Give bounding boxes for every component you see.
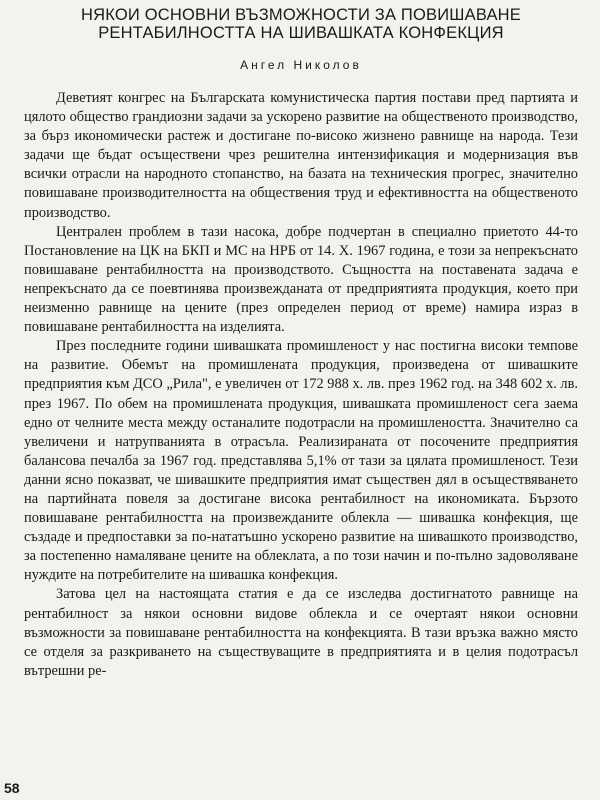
paragraph: Затова цел на настоящата статия е да се изследва достигнатото равнище на рентабилност за някои основни видове облекла и се очертаят някои основни възможности за повишаване рентабилността на конфекцията. В тази връзка важно място се отделя за разкриването на съществуващите в предприятията и в целия подотрасъл вътрешни ре-	[24, 586, 578, 679]
article-author: Ангел Николов	[240, 58, 362, 72]
paragraph: Деветият конгрес на Българската комунистическа партия постави пред партията и цялото общество грандиозни задачи за ускорено развитие на общественото производство, за бърз икономически растеж и достигане по-високо жизнено равнище на народа. Тези задачи ще бъдат осъществени чрез решителна интензификация и модернизация във всички отрасли на народното стопанство, на базата на техническия прогрес, значително повишаване производителността на обществения труд и ефективността на общественото производство.	[24, 90, 578, 221]
page-number: 58	[4, 780, 20, 796]
paragraph: През последните години шивашката промишленост у нас постигна високи темпове на развитие. Обемът на промишлената продукция, произведена от шивашките предприятия към ДСО „Рила", е увеличен от 172 988 х. лв. през 1962 год. на 348 602 х. лв. през 1967. По обем на промишлената продукция, шивашката промишленост сега заема едно от челните места между останалите подотрасли на промишлеността. Значително са увеличени и натрупванията в отрасъла. Реализираната от посочените предприятия балансова печалба за 1967 год. представлява 5,1% от тази за цялата промишленост. Тези данни ясно показват, че шивашките предприятия имат съществен дял в осъществяването на партийната повеля за достигане висока рентабилност на икономиката. Бързото повишаване рентабилността на произвежданите облекла — шивашка конфекция, ще създаде и предпоставки за по-нататъшно ускорено развитие на шивашкото производство, за постепенно намаляване цените на облеклата, а по този начин и по-пълно задоволяване нуждите на потребителите на шивашка конфекция.	[24, 338, 578, 584]
article-body	[24, 89, 578, 681]
paragraph: Централен проблем в тази насока, добре подчертан в специално приетото 44-то Постановление на ЦК на БКП и МС на НРБ от 14. X. 1967 година, е този за непрекъснато повишаване рентабилността на производството. Същността на поставената задача е непрекъснато да се поевтинява произвежданата от предприятията продукция, което при неизменно равнище на цените (през определен период от време) намира израз в повишаване рентабилността на изделията.	[24, 223, 578, 336]
article-title: НЯКОИ ОСНОВНИ ВЪЗМОЖНОСТИ ЗА ПОВИШАВАНЕ РЕНТАБИЛНОСТТА НА ШИВАШКАТА КОНФЕКЦИЯ	[80, 6, 522, 42]
